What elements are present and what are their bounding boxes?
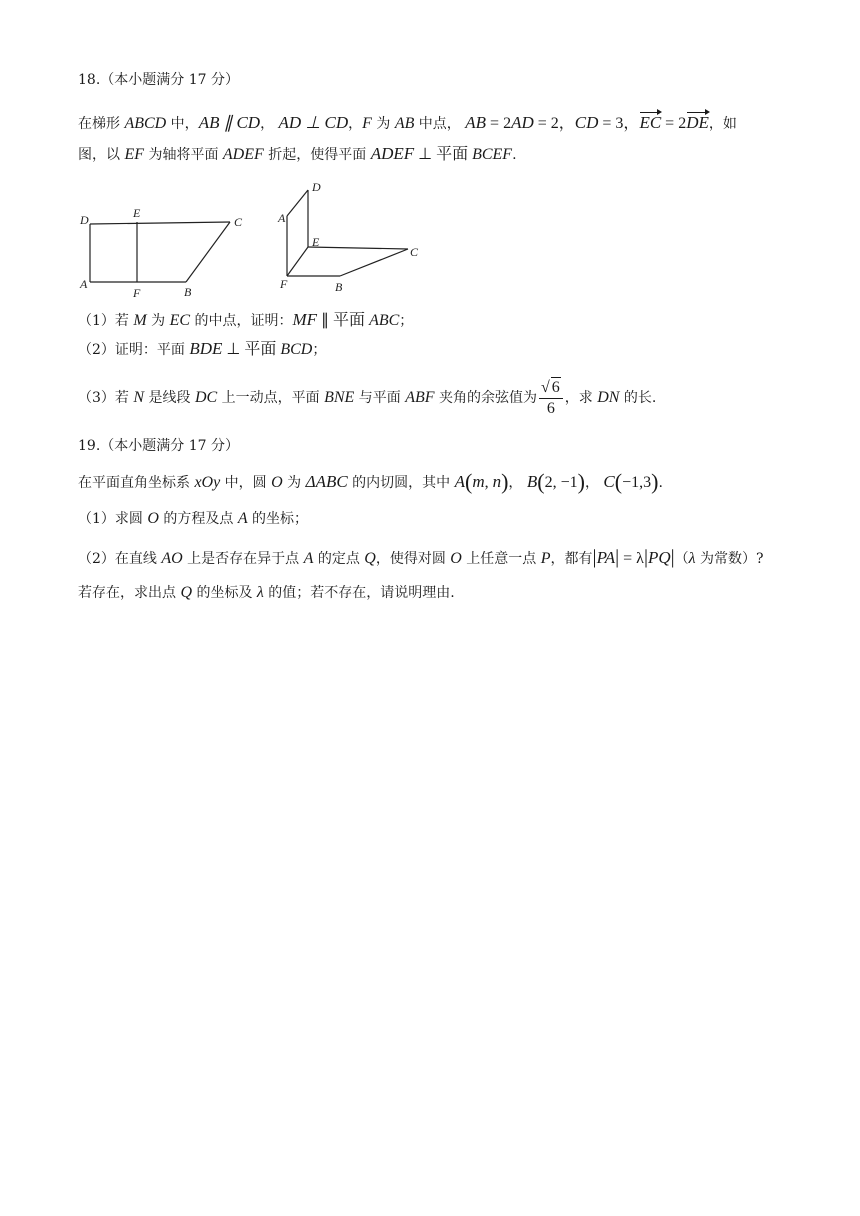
math: AD (511, 113, 534, 132)
label-E: E (312, 235, 320, 249)
paren: ) (651, 469, 659, 494)
fraction-numerator: √ 6 (539, 377, 563, 399)
text: 的方程及点 (158, 511, 238, 527)
label-F: F (280, 277, 288, 291)
text: ，求 (564, 390, 598, 406)
math: C (603, 472, 615, 491)
text: 的长. (619, 390, 657, 406)
math: BNE (324, 389, 355, 406)
text: 中， (166, 116, 199, 132)
label-D: D (312, 180, 321, 194)
math: B (526, 472, 538, 491)
q19-statement-line1 (78, 470, 663, 495)
math: ΔABC (305, 472, 348, 491)
label-A: A (80, 277, 88, 291)
math: AB (465, 113, 487, 132)
radicand: 6 (551, 379, 560, 396)
text: （2）在直线 (78, 551, 162, 567)
math: A (237, 510, 248, 527)
math: BCD (280, 341, 313, 358)
text: （2）证明：平面 (78, 342, 190, 358)
text: 上是否存在异于点 (182, 551, 304, 567)
math: DC (194, 389, 218, 406)
text: ，如 (708, 116, 737, 132)
math: = λ (619, 550, 644, 567)
label-A: A (278, 211, 286, 225)
text: 若存在，求出点 (78, 585, 181, 601)
text: 为 (371, 116, 395, 132)
text: 为 (282, 475, 306, 491)
math: ⊥ 平面 (414, 146, 473, 163)
text: （3）若 (78, 390, 134, 406)
math: λ (256, 584, 264, 601)
math: m (472, 472, 485, 491)
math: ADEF (370, 144, 415, 163)
math: Q (364, 550, 376, 567)
text: ， (260, 116, 275, 132)
math: = 2 (661, 115, 687, 132)
math: Q (180, 584, 193, 601)
math: 2, −1 (544, 474, 578, 491)
math: MF (292, 310, 318, 329)
math: ADEF (222, 146, 264, 163)
math: PA (596, 548, 616, 567)
math: ABF (405, 389, 435, 406)
math: xOy (194, 474, 221, 491)
math: AO (161, 550, 183, 567)
text: . (512, 147, 517, 163)
abs-bar: | (670, 546, 675, 568)
math: ABCD (124, 115, 167, 132)
text: 的坐标； (247, 511, 309, 527)
text: . (658, 475, 663, 491)
label-B: B (184, 285, 192, 299)
text: 在平面直角坐标系 (78, 475, 195, 491)
paren: ( (614, 469, 623, 494)
text: 中点， (414, 116, 461, 132)
math: A (303, 550, 314, 567)
text: ，都有 (550, 551, 593, 567)
text: 为常数）? (695, 551, 764, 567)
q18-part3 (78, 376, 656, 420)
math: O (450, 550, 462, 567)
math: BDE (189, 339, 223, 358)
math: AD ⊥ CD (278, 113, 349, 132)
math: M (133, 312, 147, 329)
text: ，使得对圆 (375, 551, 451, 567)
paren: ( (537, 469, 545, 494)
abs-bar: | (592, 546, 597, 568)
label-B: B (335, 280, 343, 294)
math: BCEF (472, 146, 513, 163)
math: = 2 (486, 115, 512, 132)
text: 的值；若不存在，请说明理由. (263, 585, 455, 601)
text: 图，以 (78, 147, 125, 163)
math: EF (124, 146, 144, 163)
text: 折起，使得平面 (263, 147, 371, 163)
math: , (484, 474, 493, 491)
text: 的坐标及 (192, 585, 257, 601)
math: PQ (647, 548, 671, 567)
math: n (492, 472, 502, 491)
text: ， (508, 475, 523, 491)
text: 夹角的余弦值为 (434, 390, 537, 406)
math: N (133, 389, 145, 406)
text: ； (312, 342, 327, 358)
text: 与平面 (354, 390, 406, 406)
math: O (271, 474, 283, 491)
vector-ec: EC (639, 110, 661, 133)
paren: ) (501, 469, 509, 494)
fraction-sqrt6-over-6 (539, 377, 563, 419)
math: O (147, 510, 159, 527)
math: = 3， (598, 115, 640, 132)
math: CD (574, 113, 599, 132)
text: 的内切圆，其中 (347, 475, 455, 491)
abs-bar: | (615, 546, 620, 568)
math: EC (169, 312, 191, 329)
math: P (540, 550, 551, 567)
q18-header: 18.（本小题满分 17 分） (78, 72, 239, 88)
math: ∥ 平面 (317, 312, 370, 329)
text: 的中点，证明： (190, 313, 293, 329)
math: F (362, 115, 372, 132)
paren: ) (577, 469, 585, 494)
q18-part2 (78, 339, 326, 360)
label-C: C (410, 245, 419, 259)
math: = 2， (533, 115, 575, 132)
vector-de: DE (686, 110, 709, 133)
text: 上一动点，平面 (217, 390, 325, 406)
label-E: E (133, 206, 141, 220)
math: ⊥ 平面 (222, 341, 281, 358)
q19-statement-line3 (78, 583, 455, 603)
label-F: F (133, 286, 141, 300)
text: 中，圆 (220, 475, 272, 491)
q19-part1 (78, 509, 308, 529)
math: DN (597, 389, 620, 406)
text: （ (674, 551, 689, 567)
text: 为 (146, 313, 170, 329)
text: ， (584, 475, 599, 491)
math: ABC (369, 312, 400, 329)
folded-figure (272, 178, 432, 298)
label-C: C (234, 215, 243, 229)
math: AB ∥ CD (198, 113, 261, 132)
math: −1,3 (622, 474, 652, 491)
fraction-denominator: 6 (546, 400, 555, 417)
q19-part2 (78, 545, 764, 571)
math: A (454, 472, 465, 491)
math: AB (394, 115, 415, 132)
paren: ( (464, 469, 473, 494)
text: 是线段 (144, 390, 195, 406)
label-D: D (80, 213, 89, 227)
abs-bar: | (643, 546, 648, 568)
text: 为轴将平面 (144, 147, 223, 163)
q18-statement-line1 (78, 110, 737, 134)
trapezoid-figure (72, 200, 252, 300)
q19-header: 19.（本小题满分 17 分） (78, 438, 239, 454)
text: ， (348, 116, 363, 132)
q18-statement-line2 (78, 144, 517, 165)
text: ； (399, 313, 414, 329)
math: λ (688, 550, 696, 567)
q18-part1 (78, 310, 413, 331)
text: （1）若 (78, 313, 134, 329)
text: 在梯形 (78, 116, 125, 132)
text: （1）求圆 (78, 511, 148, 527)
text: 上任意一点 (461, 551, 541, 567)
text: 的定点 (313, 551, 365, 567)
